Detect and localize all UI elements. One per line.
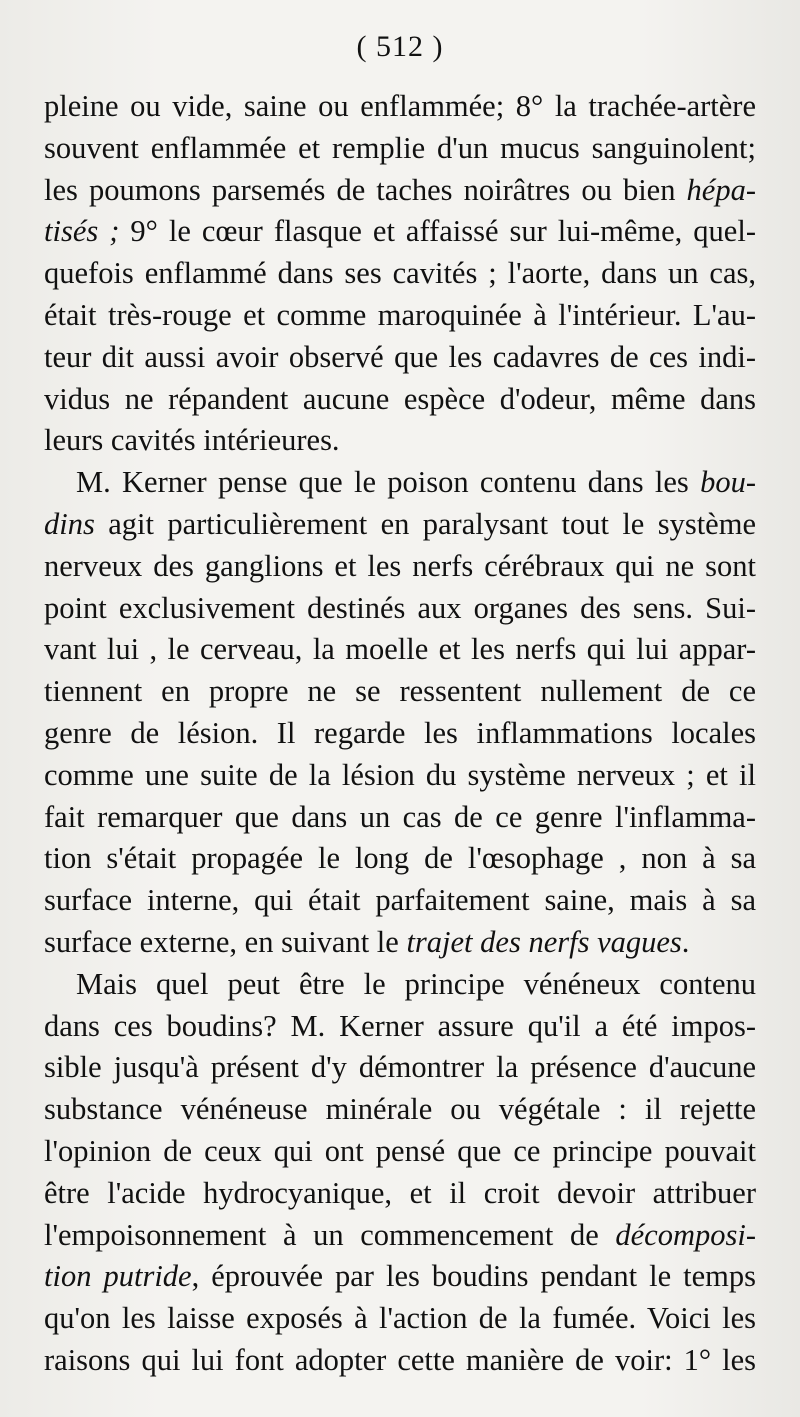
text-line (44, 629, 756, 671)
text-line (44, 1131, 756, 1173)
text-segment: comme une suite de la lésion du système nerveux ; et il (44, 757, 756, 792)
text-segment: souvent enflammée et remplie d'un mucus sanguinolent; (44, 130, 756, 165)
text-line (44, 379, 756, 421)
text-segment: tion s'était propagée le long de l'œsophage , non à sa (44, 841, 756, 876)
text-line (44, 1089, 756, 1131)
text-segment: Mais quel peut être le principe vénéneux contenu (76, 966, 756, 1001)
italic-text: décomposi- (615, 1217, 756, 1252)
text-line (44, 713, 756, 755)
text-segment: leurs cavités intérieures. (44, 423, 340, 458)
text-line (44, 588, 756, 630)
text-segment: , éprouvée par les boudins pendant le temps (191, 1259, 756, 1294)
text-segment: pleine ou vide, saine ou enflammée; 8° la trachée-artère (44, 89, 756, 123)
italic-text: hépa- (686, 172, 756, 207)
text-segment: agit particulièrement en paralysant tout le système (94, 506, 756, 541)
text-line (44, 797, 756, 839)
text-segment: raisons qui lui font adopter cette manière de voir: 1° les (44, 1342, 756, 1377)
text-segment: point exclusivement destinés aux organes des sens. Sui- (44, 590, 756, 625)
text-line (44, 1047, 756, 1089)
text-segment: surface externe, en suivant le (44, 924, 407, 959)
text-line (44, 755, 756, 797)
italic-text: bou- (700, 465, 756, 500)
text-segment: qu'on les laisse exposés à l'action de la fumée. Voici les (44, 1301, 756, 1336)
text-line (44, 1298, 756, 1340)
text-segment: l'empoisonnement à un commencement de (44, 1217, 616, 1252)
text-line (44, 295, 756, 337)
text-segment: . (681, 924, 690, 959)
text-segment: être l'acide hydrocyanique, et il croit devoir attribuer (44, 1175, 756, 1210)
text-segment: fait remarquer que dans un cas de ce genre l'inflamma- (44, 799, 756, 834)
text-line (44, 671, 756, 713)
text-segment: surface interne, qui était parfaitement saine, mais à sa (44, 883, 756, 918)
text-line (44, 838, 756, 880)
text-line (44, 1256, 756, 1298)
text-segment: tiennent en propre ne se ressentent nullement de ce (44, 674, 756, 709)
text-line (44, 1173, 756, 1215)
text-line (44, 1340, 756, 1382)
text-segment: 9° le cœur flasque et affaissé sur lui-même, quel- (119, 214, 756, 249)
italic-text: dins (44, 506, 95, 541)
text-segment: nerveux des ganglions et les nerfs cérébraux qui ne sont (44, 548, 756, 583)
italic-text: trajet des nerfs vagues (406, 924, 682, 959)
text-line (44, 1215, 756, 1257)
text-line (44, 86, 756, 128)
text-segment: sible jusqu'à présent d'y démontrer la présence d'aucune (44, 1050, 756, 1085)
italic-text: tisés ; (44, 214, 120, 249)
text-line (44, 504, 756, 546)
text-segment: quefois enflammé dans ses cavités ; l'aorte, dans un cas, (44, 256, 756, 291)
text-segment: genre de lésion. Il regarde les inflammations locales (44, 715, 756, 750)
text-line (44, 420, 756, 462)
page-number: ( 512 ) (356, 30, 444, 63)
body-text (44, 86, 756, 1382)
text-segment: vant lui , le cerveau, la moelle et les nerfs qui lui appar- (44, 632, 756, 667)
text-segment: M. Kerner pense que le poison contenu dans les (76, 465, 701, 500)
text-line (44, 253, 756, 295)
italic-text: tion putride (44, 1259, 192, 1294)
text-line (44, 211, 756, 253)
text-line (44, 964, 756, 1006)
text-line (44, 170, 756, 212)
text-segment: les poumons parsemés de taches noirâtres ou bien (44, 172, 687, 207)
text-segment: était très-rouge et comme maroquinée à l'intérieur. L'au- (44, 297, 756, 332)
text-line (44, 1006, 756, 1048)
text-segment: vidus ne répandent aucune espèce d'odeur, même dans (44, 381, 756, 416)
text-segment: dans ces boudins? M. Kerner assure qu'il a été impos- (44, 1008, 756, 1043)
text-line (44, 922, 756, 964)
text-segment: teur dit aussi avoir observé que les cadavres de ces indi- (44, 339, 756, 374)
text-line (44, 462, 756, 504)
text-line (44, 337, 756, 379)
text-line (44, 546, 756, 588)
text-segment: substance vénéneuse minérale ou végétale : il rejette (44, 1092, 756, 1127)
text-line (44, 128, 756, 170)
text-line (44, 880, 756, 922)
text-segment: l'opinion de ceux qui ont pensé que ce principe pouvait (44, 1133, 756, 1168)
